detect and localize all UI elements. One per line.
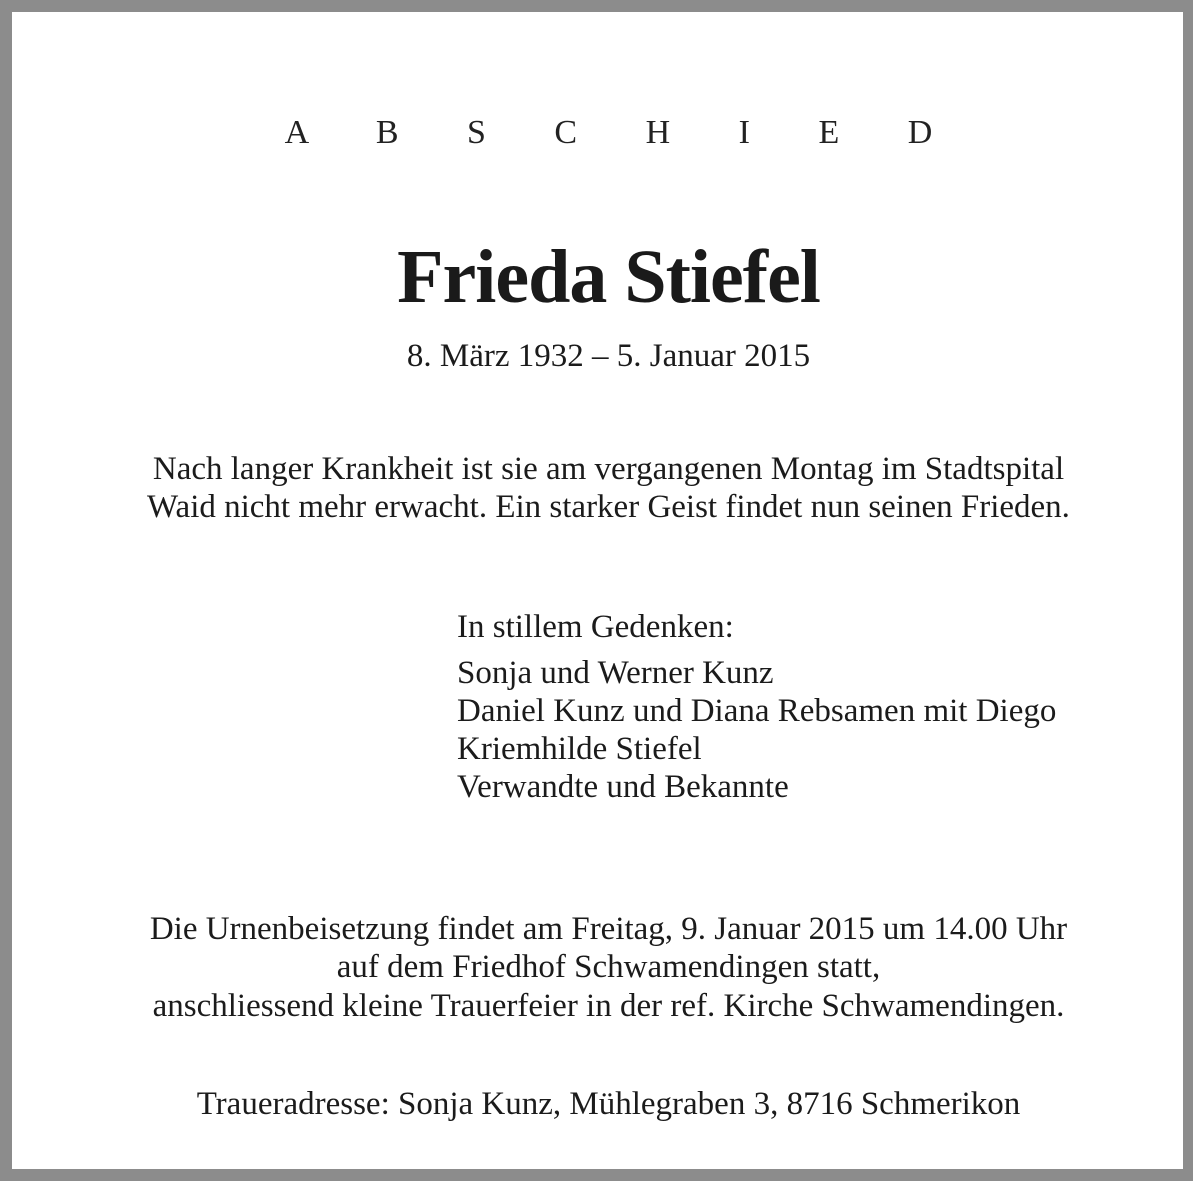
mourning-address: Traueradresse: Sonja Kunz, Mühlegraben 3, 8716 Schmerikon xyxy=(196,1086,1021,1122)
mourners-block xyxy=(457,608,1056,806)
message-line: Nach langer Krankheit ist sie am vergangenen Montag im Stadtspital xyxy=(152,451,1065,487)
memorial-intro: In stillem Gedenken: xyxy=(457,609,734,645)
message-line: Waid nicht mehr erwacht. Ein starker Geist findet nun seinen Frieden. xyxy=(147,489,1070,525)
mourner-entry: Verwandte und Bekannte xyxy=(457,769,789,805)
life-dates: 8. März 1932 – 5. Januar 2015 xyxy=(406,338,811,374)
mourner-entry: Kriemhilde Stiefel xyxy=(457,731,702,767)
mourner-entry: Sonja und Werner Kunz xyxy=(457,655,774,691)
burial-line: auf dem Friedhof Schwamendingen statt, xyxy=(336,949,881,985)
burial-line: Die Urnenbeisetzung findet am Freitag, 9. Januar 2015 um 14.00 Uhr xyxy=(149,911,1068,947)
deceased-name: Frieda Stiefel xyxy=(397,235,820,319)
mourner-entry: Daniel Kunz und Diana Rebsamen mit Diego xyxy=(457,693,1057,729)
burial-line: anschliessend kleine Trauerfeier in der ref. Kirche Schwamendingen. xyxy=(152,988,1065,1024)
notice-heading: A B S C H I E D xyxy=(284,114,963,151)
